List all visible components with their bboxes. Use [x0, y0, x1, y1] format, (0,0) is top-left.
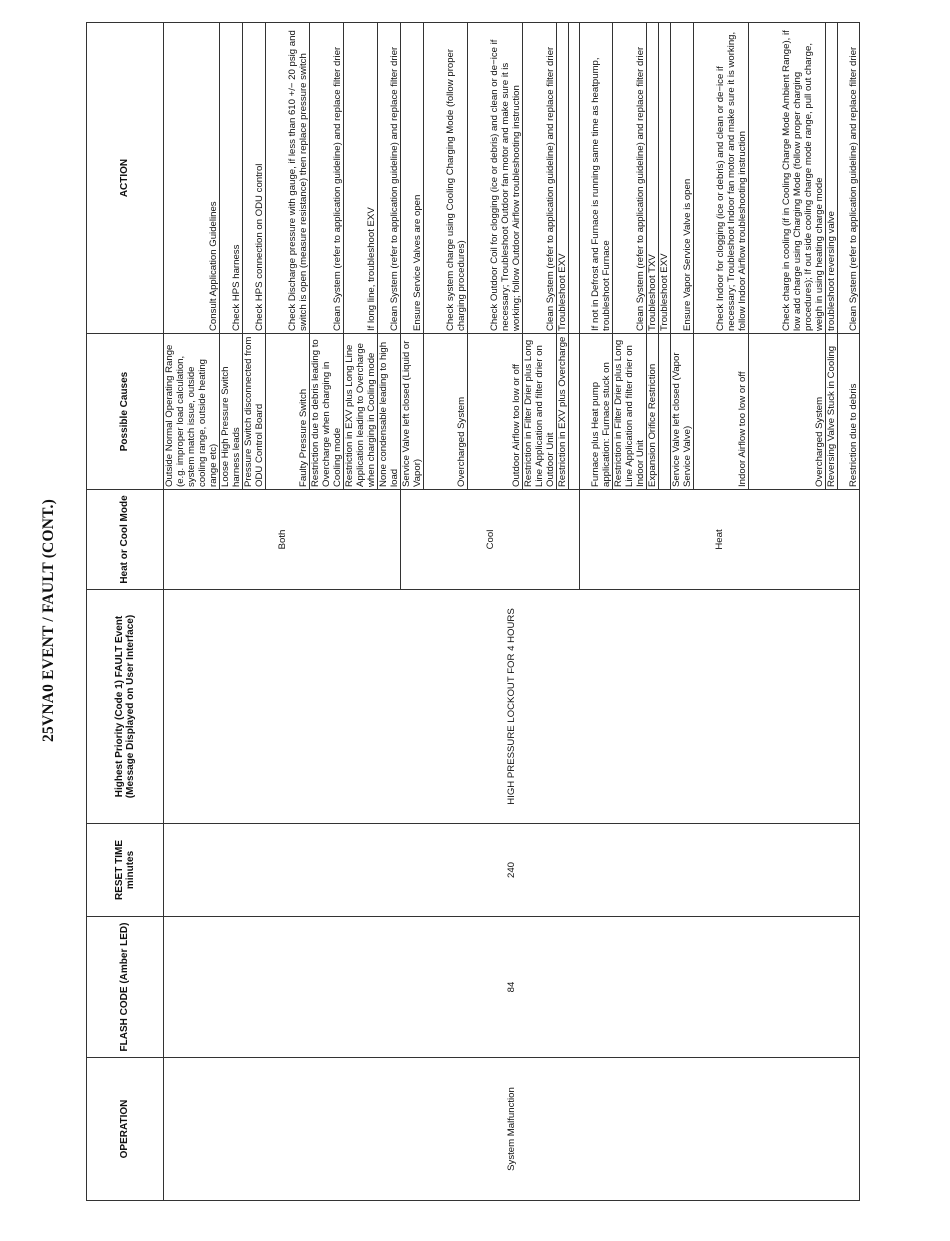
action-cell: Check HPS connection on ODU control: [243, 23, 266, 334]
cause-cell: Restriction in EXV plus Overcharge: [557, 334, 569, 490]
cause-cell: Outside Normal Operating Range (e.g. improper load calculation, system match issue, outside cooling range, outside heating range etc): [164, 334, 220, 490]
action-cell: Ensure Vapor Service Valve is open: [671, 23, 694, 334]
cause-cell: Restriction due to debris: [838, 334, 860, 490]
action-cell: Clean System (refer to application guideline) and replace filter drier: [838, 23, 860, 334]
action-cell: Consult Application Guidelines: [164, 23, 220, 334]
action-cell: Check HPS harness: [220, 23, 243, 334]
action-cell: [569, 23, 580, 334]
cause-cell: Reversing Valve Stuck in Cooling: [826, 334, 838, 490]
cause-cell: Restriction in Filter Drier plus Long Line Application and filter drier on Indoor Unit: [613, 334, 647, 490]
page-title: 25VNA0 EVENT / FAULT (CONT.): [40, 499, 57, 742]
header-priority: Highest Priority (Code 1) FAULT Event (Message Displayed on User Interface): [87, 590, 164, 824]
operation-cell: System Malfunction: [164, 1058, 860, 1201]
action-cell: Clean System (refer to application guideline) and replace filter drier: [613, 23, 647, 334]
mode-cell-both: Both: [164, 490, 401, 590]
cause-cell: Pressure Switch disconnected from ODU Control Board: [243, 334, 266, 490]
cause-cell: Service Valve left closed (Liquid or Vapor): [401, 334, 424, 490]
action-cell: Clean System (refer to application guideline) and replace filter drier: [310, 23, 344, 334]
action-cell: Check Discharge pressure with gauge, if less than 610 +/− 20 psig and switch is open (measure resistance) then replace pressure switch: [266, 23, 310, 334]
cause-cell: Outdoor Airflow too low or off: [468, 334, 523, 490]
header-causes: Possible Causes: [87, 334, 164, 490]
action-cell: Troubleshoot TXV: [647, 23, 659, 334]
cause-cell: Faulty Pressure Switch: [266, 334, 310, 490]
action-cell: troubleshoot reversing valve: [826, 23, 838, 334]
action-cell: Troubleshoot EXV: [557, 23, 569, 334]
action-cell: Clean System (refer to application guideline) and replace filter drier: [523, 23, 557, 334]
priority-cell: HIGH PRESSURE LOCKOUT FOR 4 HOURS: [164, 590, 860, 824]
mode-cell-heat: Heat: [580, 490, 860, 590]
cause-cell: None condensable leading to high load: [378, 334, 401, 490]
header-mode: Heat or Cool Mode: [87, 490, 164, 590]
header-flash-code: FLASH CODE (Amber LED): [87, 917, 164, 1058]
cause-cell: [659, 334, 671, 490]
reset-time-cell: 240: [164, 824, 860, 917]
table-row: [164, 23, 220, 1201]
action-cell: Ensure Service Valves are open: [401, 23, 424, 334]
flash-code-cell: 84: [164, 917, 860, 1058]
header-reset-time: RESET TIME minutes: [87, 824, 164, 917]
action-cell: Troubleshoot EXV: [659, 23, 671, 334]
cause-cell: Restriction in Filter Drier plus Long Line Application and filter drier on Outdoor Unit: [523, 334, 557, 490]
action-cell: Check charge in cooling (if in Cooling Charge Mode Ambient Range), if low add charge using Charging Mode (follow proper charging procedures); If out side cooling charge mode range, pull out charge, weigh in using heating charge mode: [749, 23, 826, 334]
fault-table: [86, 22, 860, 1201]
header-row: [87, 23, 164, 1201]
cause-cell: Restriction in EXV plus Long Line Application leading to Overcharge when charging in Cooling mode: [344, 334, 378, 490]
action-cell: If not in Defrost and Furnace is running same time as heatpump, troubleshoot Furnace: [580, 23, 613, 334]
header-operation: OPERATION: [87, 1058, 164, 1201]
mode-cell-cool: Cool: [401, 490, 580, 590]
cause-cell: Restriction due to debris leading to Overcharge when charging in Cooling mode: [310, 334, 344, 490]
action-cell: Check Outdoor Coil for clogging (ice or debris) and clean or de−ice if necessary; Troubleshoot Outdoor fan motor and make sure it is working; follow Outdoor Airflow troubleshooting instruction: [468, 23, 523, 334]
cause-cell: [569, 334, 580, 490]
cause-cell: Expansion Orifice Restriction: [647, 334, 659, 490]
action-cell: Check Indoor for clogging (ice or debris) and clean or de−ice if necessary; Troubleshoot Indoor fan motor and make sure it is working, follow Indoor Airflow troubleshooting instruction: [694, 23, 749, 334]
cause-cell: Loose High Pressure Switch harness leads: [220, 334, 243, 490]
action-cell: Check system charge using Cooling Charging Mode (follow proper charging procedures): [424, 23, 468, 334]
cause-cell: Overcharged System: [749, 334, 826, 490]
cause-cell: Service Valve left closed (Vapor Service Valve): [671, 334, 694, 490]
cause-cell: Furnace plus Heat pump application: Furnace stuck on: [580, 334, 613, 490]
action-cell: Clean System (refer to application guideline) and replace filter drier: [378, 23, 401, 334]
action-cell: If long line, troubleshoot EXV: [344, 23, 378, 334]
cause-cell: Overcharged System: [424, 334, 468, 490]
header-action: ACTION: [87, 23, 164, 334]
cause-cell: Indoor Airflow too low or off: [694, 334, 749, 490]
